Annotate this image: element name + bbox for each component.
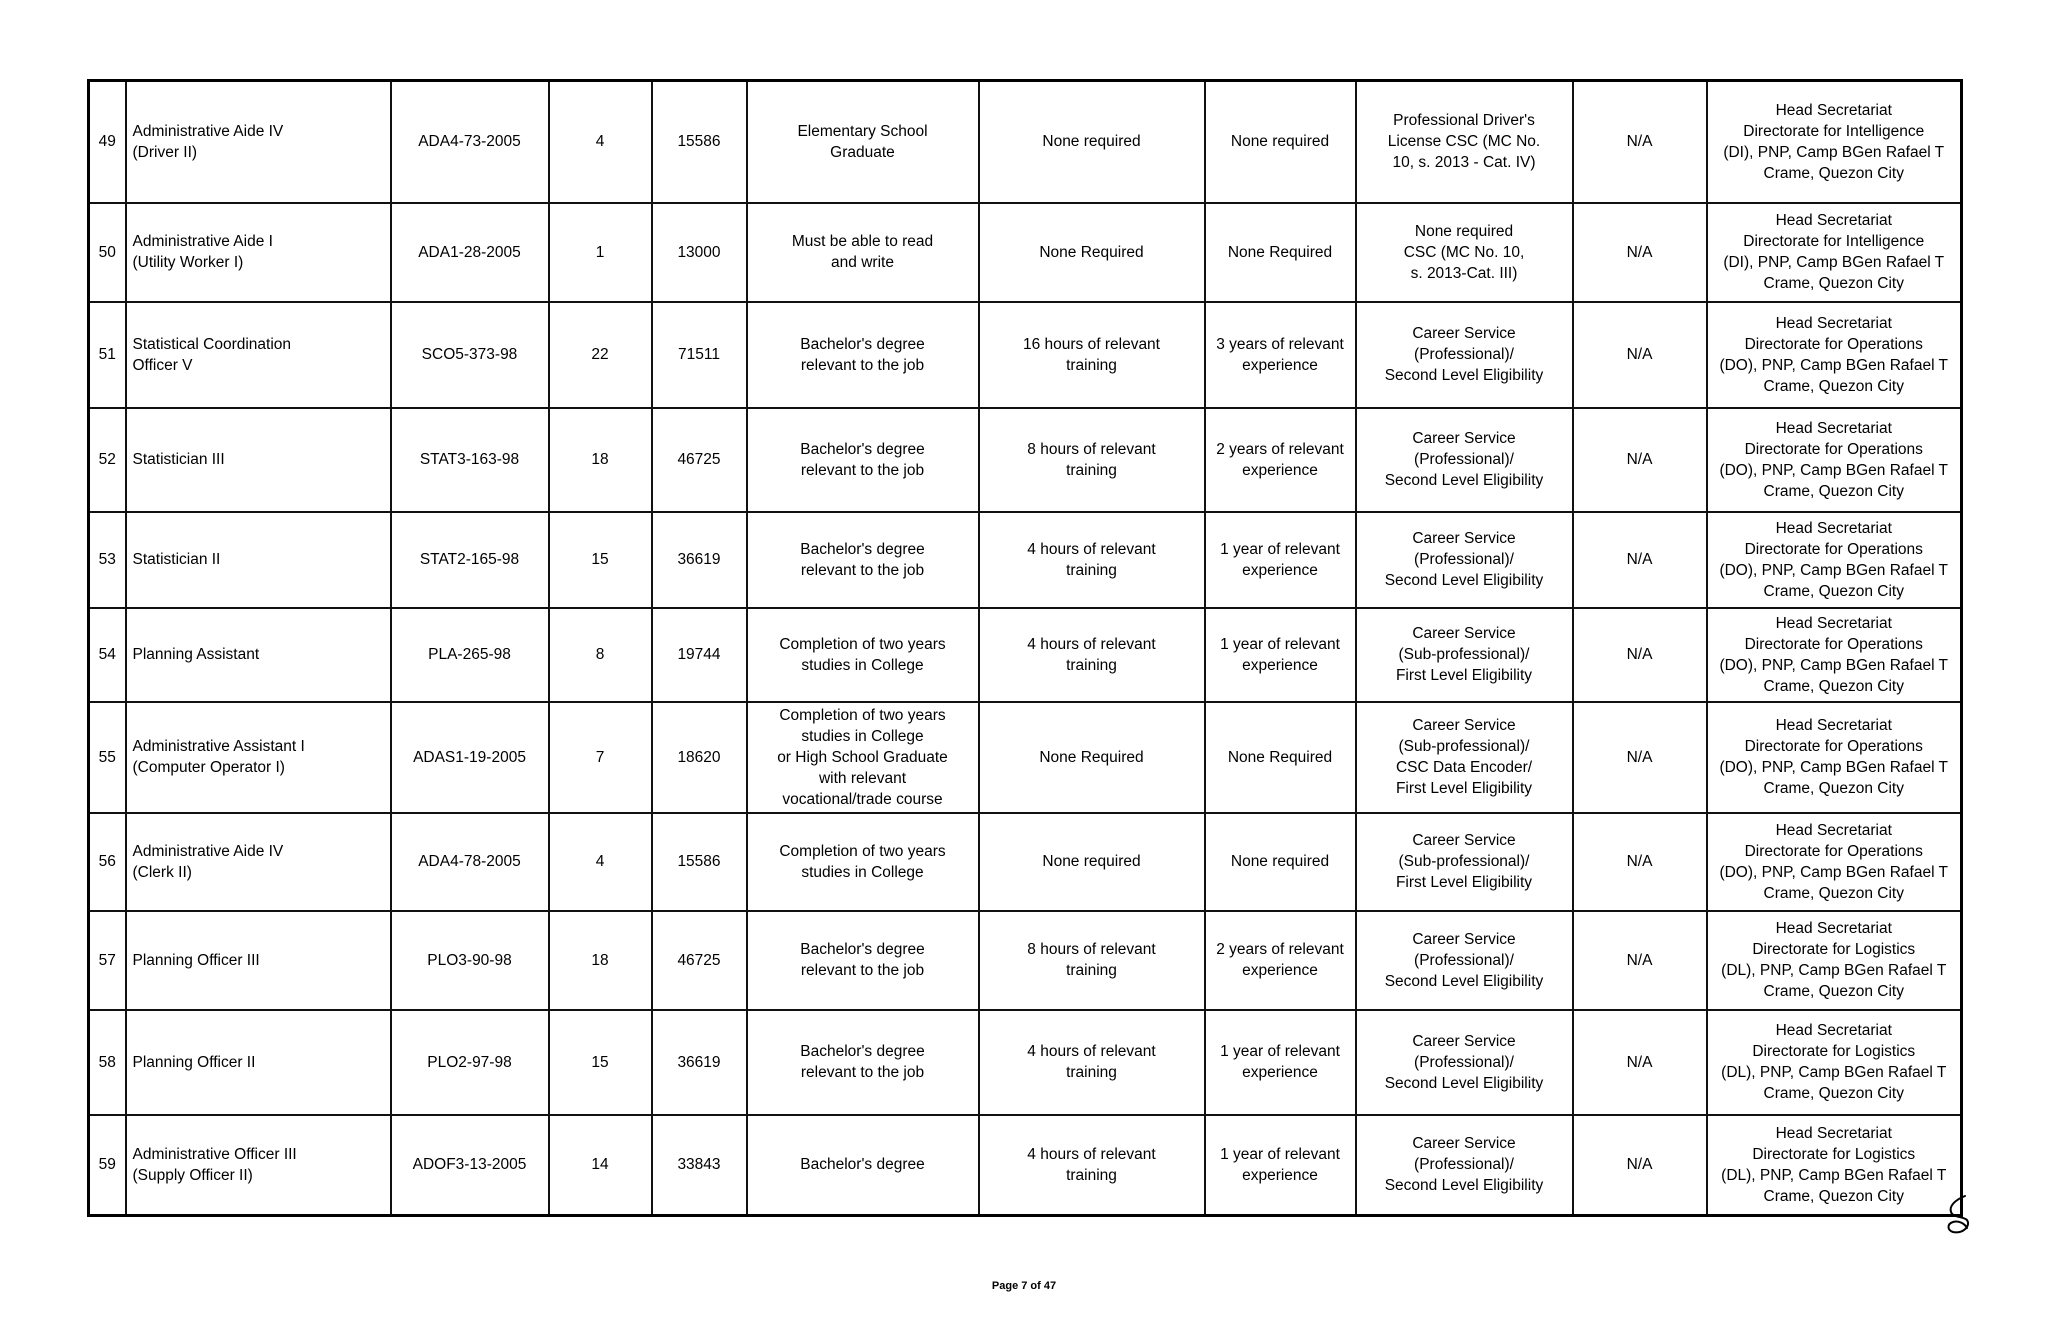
training-requirement-cell	[979, 408, 1205, 512]
competency: N/A	[1626, 346, 1653, 363]
education-requirement-cell	[747, 1115, 979, 1216]
competency: N/A	[1626, 551, 1653, 568]
item-number-cell	[391, 408, 549, 512]
row-number-cell	[89, 81, 126, 203]
competency: N/A	[1626, 951, 1653, 969]
competency-cell	[1573, 813, 1707, 911]
table-row	[89, 813, 1962, 911]
place-of-assignment-cell	[1707, 1115, 1962, 1216]
training-requirement-cell	[979, 911, 1205, 1010]
salary-grade: 22	[591, 346, 609, 363]
competency: N/A	[1626, 748, 1653, 766]
salary-grade: 1	[595, 243, 605, 261]
eligibility-requirement-cell	[1356, 608, 1573, 702]
salary-grade: 7	[595, 748, 605, 766]
eligibility-requirement-cell	[1356, 81, 1573, 203]
eligibility-requirement: Career Service (Professional)/ Second Level Eligibility	[1384, 430, 1544, 489]
row-number-cell	[89, 302, 126, 408]
salary-grade-cell	[549, 408, 652, 512]
place-of-assignment-cell	[1707, 408, 1962, 512]
place-of-assignment: Head Secretariat Directorate for Operations (DO), PNP, Camp BGen Rafael T Crame, Quezon City	[1719, 519, 1949, 600]
competency-cell	[1573, 1115, 1707, 1216]
monthly-salary: 15586	[677, 853, 721, 870]
training-requirement-cell	[979, 302, 1205, 408]
monthly-salary: 46725	[677, 451, 721, 468]
competency-cell	[1573, 1010, 1707, 1115]
monthly-salary-cell	[652, 81, 747, 203]
eligibility-requirement-cell	[1356, 702, 1573, 813]
position-title-cell	[126, 1115, 391, 1216]
experience-requirement-cell	[1205, 608, 1356, 702]
experience-requirement-cell	[1205, 1010, 1356, 1115]
education-requirement: Must be able to read and write	[791, 233, 934, 271]
row-number: 52	[98, 451, 116, 468]
row-number: 55	[98, 748, 116, 766]
salary-grade-cell	[549, 1115, 652, 1216]
education-requirement: Elementary School Graduate	[797, 122, 928, 161]
salary-grade-cell	[549, 813, 652, 911]
salary-grade-cell	[549, 911, 652, 1010]
positions-table	[87, 79, 1963, 1217]
monthly-salary-cell	[652, 608, 747, 702]
eligibility-requirement: Career Service (Professional)/ Second Level Eligibility	[1384, 1032, 1544, 1092]
salary-grade-cell	[549, 1010, 652, 1115]
place-of-assignment: Head Secretariat Directorate for Operations (DO), PNP, Camp BGen Rafael T Crame, Quezon City	[1719, 314, 1949, 395]
training-requirement: 4 hours of relevant training	[1027, 635, 1156, 674]
eligibility-requirement: Career Service (Professional)/ Second Level Eligibility	[1384, 325, 1544, 384]
page-number: Page 7 of 47	[991, 1280, 1057, 1292]
place-of-assignment-cell	[1707, 813, 1962, 911]
training-requirement-cell	[979, 702, 1205, 813]
position-title: Administrative Aide IV (Driver II)	[132, 122, 284, 161]
experience-requirement-cell	[1205, 1115, 1356, 1216]
experience-requirement: None Required	[1227, 243, 1333, 261]
eligibility-requirement: Career Service (Sub-professional)/ First Level Eligibility	[1395, 832, 1533, 891]
position-title-cell	[126, 1010, 391, 1115]
place-of-assignment: Head Secretariat Directorate for Logistics (DL), PNP, Camp BGen Rafael T Crame, Quezon City	[1721, 1124, 1947, 1205]
education-requirement: Bachelor's degree relevant to the job	[800, 335, 925, 374]
monthly-salary: 46725	[677, 951, 721, 969]
item-number-cell	[391, 911, 549, 1010]
position-title-cell	[126, 81, 391, 203]
experience-requirement: 2 years of relevant experience	[1216, 440, 1344, 479]
salary-grade-cell	[549, 203, 652, 302]
training-requirement-cell	[979, 1010, 1205, 1115]
experience-requirement: None required	[1230, 853, 1330, 870]
competency: N/A	[1626, 853, 1653, 870]
item-number: ADA4-78-2005	[418, 853, 521, 870]
monthly-salary: 18620	[677, 748, 721, 766]
education-requirement: Bachelor's degree	[800, 1156, 925, 1174]
monthly-salary-cell	[652, 203, 747, 302]
training-requirement: 4 hours of relevant training	[1027, 1145, 1156, 1184]
table-row	[89, 302, 1962, 408]
eligibility-requirement-cell	[1356, 408, 1573, 512]
position-title-cell	[126, 608, 391, 702]
competency-cell	[1573, 911, 1707, 1010]
experience-requirement-cell	[1205, 302, 1356, 408]
training-requirement: None Required	[1039, 748, 1144, 766]
eligibility-requirement-cell	[1356, 1010, 1573, 1115]
item-number: STAT3-163-98	[419, 451, 520, 468]
row-number-cell	[89, 911, 126, 1010]
eligibility-requirement: Career Service (Sub-professional)/ First Level Eligibility	[1395, 625, 1533, 684]
place-of-assignment: Head Secretariat Directorate for Logistics (DL), PNP, Camp BGen Rafael T Crame, Quezon City	[1721, 920, 1947, 1000]
position-title-cell	[126, 203, 391, 302]
item-number: STAT2-165-98	[419, 551, 520, 568]
place-of-assignment-cell	[1707, 512, 1962, 608]
experience-requirement-cell	[1205, 81, 1356, 203]
competency: N/A	[1626, 646, 1653, 663]
training-requirement: 4 hours of relevant training	[1027, 540, 1156, 579]
experience-requirement-cell	[1205, 203, 1356, 302]
education-requirement-cell	[747, 512, 979, 608]
place-of-assignment-cell	[1707, 608, 1962, 702]
eligibility-requirement: Professional Driver's License CSC (MC No. 10, s. 2013 - Cat. IV)	[1387, 112, 1541, 172]
item-number: ADOF3-13-2005	[412, 1156, 527, 1174]
row-number: 56	[98, 853, 116, 870]
item-number-cell	[391, 203, 549, 302]
training-requirement: None required	[1042, 133, 1141, 151]
competency-cell	[1573, 408, 1707, 512]
eligibility-requirement: Career Service (Professional)/ Second Level Eligibility	[1384, 930, 1544, 990]
item-number-cell	[391, 702, 549, 813]
row-number: 57	[98, 951, 116, 969]
education-requirement-cell	[747, 408, 979, 512]
education-requirement: Bachelor's degree relevant to the job	[800, 540, 925, 579]
table-row	[89, 512, 1962, 608]
monthly-salary-cell	[652, 512, 747, 608]
salary-grade: 18	[591, 951, 609, 969]
table-body	[89, 81, 1962, 1216]
item-number: ADA1-28-2005	[418, 243, 521, 261]
table-row	[89, 408, 1962, 512]
eligibility-requirement-cell	[1356, 813, 1573, 911]
position-title-cell	[126, 408, 391, 512]
row-number: 53	[98, 551, 116, 568]
training-requirement: 16 hours of relevant training	[1022, 335, 1160, 374]
position-title: Planning Assistant	[132, 646, 260, 663]
place-of-assignment: Head Secretariat Directorate for Logistics (DL), PNP, Camp BGen Rafael T Crame, Quezon City	[1721, 1022, 1947, 1102]
position-title: Administrative Aide I (Utility Worker I)	[132, 233, 273, 271]
item-number-cell	[391, 1010, 549, 1115]
education-requirement-cell	[747, 1010, 979, 1115]
experience-requirement-cell	[1205, 911, 1356, 1010]
salary-grade-cell	[549, 302, 652, 408]
education-requirement-cell	[747, 302, 979, 408]
competency-cell	[1573, 203, 1707, 302]
place-of-assignment: Head Secretariat Directorate for Operations (DO), PNP, Camp BGen Rafael T Crame, Quezon City	[1719, 821, 1949, 902]
row-number: 58	[98, 1053, 116, 1071]
item-number-cell	[391, 608, 549, 702]
position-title: Planning Officer II	[132, 1053, 256, 1071]
monthly-salary: 13000	[677, 243, 721, 261]
item-number: PLO3-90-98	[427, 951, 512, 969]
item-number: PLA-265-98	[428, 646, 511, 663]
monthly-salary: 15586	[677, 133, 721, 151]
eligibility-requirement-cell	[1356, 302, 1573, 408]
salary-grade: 15	[591, 1053, 609, 1071]
eligibility-requirement-cell	[1356, 911, 1573, 1010]
row-number-cell	[89, 1010, 126, 1115]
position-title: Statistician II	[132, 551, 221, 568]
experience-requirement: 2 years of relevant experience	[1216, 941, 1344, 979]
education-requirement: Bachelor's degree relevant to the job	[800, 440, 925, 479]
experience-requirement-cell	[1205, 702, 1356, 813]
training-requirement: None Required	[1039, 243, 1144, 261]
row-number: 59	[98, 1156, 116, 1174]
table-row	[89, 203, 1962, 302]
position-title: Administrative Officer III (Supply Officer II)	[132, 1145, 297, 1184]
eligibility-requirement-cell	[1356, 203, 1573, 302]
education-requirement: Bachelor's degree relevant to the job	[800, 941, 925, 979]
item-number-cell	[391, 1115, 549, 1216]
place-of-assignment: Head Secretariat Directorate for Operations (DO), PNP, Camp BGen Rafael T Crame, Quezon City	[1719, 419, 1949, 500]
eligibility-requirement-cell	[1356, 512, 1573, 608]
place-of-assignment-cell	[1707, 1010, 1962, 1115]
item-number-cell	[391, 813, 549, 911]
training-requirement: 4 hours of relevant training	[1027, 1043, 1156, 1081]
competency: N/A	[1626, 1053, 1653, 1071]
training-requirement: None required	[1042, 853, 1141, 870]
training-requirement-cell	[979, 81, 1205, 203]
competency-cell	[1573, 702, 1707, 813]
monthly-salary-cell	[652, 911, 747, 1010]
salary-grade: 18	[591, 451, 609, 468]
education-requirement: Completion of two years studies in College or High School Graduate with relevant vocational/trade course	[777, 706, 948, 808]
row-number: 50	[98, 243, 116, 261]
table-row	[89, 911, 1962, 1010]
salary-grade: 4	[595, 133, 605, 151]
item-number: SCO5-373-98	[421, 346, 518, 363]
competency-cell	[1573, 81, 1707, 203]
experience-requirement: None required	[1230, 133, 1330, 151]
item-number: ADA4-73-2005	[418, 133, 521, 151]
salary-grade: 4	[595, 853, 605, 870]
experience-requirement: 3 years of relevant experience	[1216, 335, 1344, 374]
experience-requirement: 1 year of relevant experience	[1220, 1043, 1340, 1081]
salary-grade: 15	[591, 551, 609, 568]
salary-grade-cell	[549, 608, 652, 702]
position-title: Statistical Coordination Officer V	[132, 335, 292, 374]
position-title-cell	[126, 813, 391, 911]
place-of-assignment: Head Secretariat Directorate for Intelligence (DI), PNP, Camp BGen Rafael T Crame, Quezon City	[1723, 101, 1945, 182]
training-requirement-cell	[979, 813, 1205, 911]
education-requirement-cell	[747, 81, 979, 203]
monthly-salary-cell	[652, 702, 747, 813]
education-requirement: Bachelor's degree relevant to the job	[800, 1043, 925, 1081]
education-requirement: Completion of two years studies in College	[779, 635, 946, 674]
experience-requirement-cell	[1205, 813, 1356, 911]
table-row	[89, 608, 1962, 702]
place-of-assignment-cell	[1707, 81, 1962, 203]
monthly-salary: 36619	[677, 551, 721, 568]
experience-requirement: 1 year of relevant experience	[1220, 540, 1340, 579]
experience-requirement: 1 year of relevant experience	[1220, 1145, 1340, 1184]
competency: N/A	[1626, 1156, 1653, 1174]
monthly-salary: 19744	[677, 646, 721, 663]
education-requirement-cell	[747, 203, 979, 302]
competency-cell	[1573, 302, 1707, 408]
place-of-assignment: Head Secretariat Directorate for Operations (DO), PNP, Camp BGen Rafael T Crame, Quezon City	[1719, 717, 1949, 797]
monthly-salary-cell	[652, 1115, 747, 1216]
education-requirement-cell	[747, 911, 979, 1010]
experience-requirement: None Required	[1227, 748, 1333, 766]
monthly-salary-cell	[652, 302, 747, 408]
table-row	[89, 1010, 1962, 1115]
table-row	[89, 1115, 1962, 1216]
row-number-cell	[89, 608, 126, 702]
competency-cell	[1573, 608, 1707, 702]
eligibility-requirement: Career Service (Professional)/ Second Level Eligibility	[1384, 1135, 1544, 1195]
competency: N/A	[1626, 451, 1653, 468]
position-title: Administrative Assistant I (Computer Operator I)	[132, 738, 305, 776]
salary-grade: 14	[591, 1156, 609, 1174]
experience-requirement-cell	[1205, 512, 1356, 608]
place-of-assignment: Head Secretariat Directorate for Operations (DO), PNP, Camp BGen Rafael T Crame, Quezon City	[1719, 614, 1949, 695]
place-of-assignment-cell	[1707, 203, 1962, 302]
experience-requirement-cell	[1205, 408, 1356, 512]
education-requirement: Completion of two years studies in College	[779, 842, 946, 881]
eligibility-requirement: Career Service (Professional)/ Second Level Eligibility	[1384, 530, 1544, 589]
row-number: 54	[98, 646, 116, 663]
row-number-cell	[89, 813, 126, 911]
row-number-cell	[89, 408, 126, 512]
training-requirement-cell	[979, 608, 1205, 702]
item-number: PLO2-97-98	[427, 1053, 512, 1071]
position-title-cell	[126, 911, 391, 1010]
training-requirement-cell	[979, 512, 1205, 608]
position-title-cell	[126, 302, 391, 408]
monthly-salary: 71511	[678, 346, 720, 363]
education-requirement-cell	[747, 702, 979, 813]
monthly-salary-cell	[652, 813, 747, 911]
training-requirement: 8 hours of relevant training	[1027, 941, 1156, 979]
table-row	[89, 81, 1962, 203]
monthly-salary-cell	[652, 408, 747, 512]
row-number-cell	[89, 203, 126, 302]
salary-grade: 8	[595, 646, 605, 663]
education-requirement-cell	[747, 813, 979, 911]
competency: N/A	[1626, 133, 1653, 151]
salary-grade-cell	[549, 512, 652, 608]
handwritten-initial-mark	[1937, 1190, 1977, 1238]
row-number-cell	[89, 702, 126, 813]
place-of-assignment-cell	[1707, 702, 1962, 813]
training-requirement: 8 hours of relevant training	[1027, 440, 1156, 479]
eligibility-requirement: None required CSC (MC No. 10, s. 2013-Cat. III)	[1403, 222, 1525, 282]
salary-grade-cell	[549, 702, 652, 813]
monthly-salary: 33843	[677, 1156, 721, 1174]
position-title-cell	[126, 702, 391, 813]
salary-grade-cell	[549, 81, 652, 203]
position-title: Planning Officer III	[132, 951, 260, 969]
monthly-salary: 36619	[677, 1053, 721, 1071]
eligibility-requirement-cell	[1356, 1115, 1573, 1216]
competency: N/A	[1626, 243, 1653, 261]
eligibility-requirement: Career Service (Sub-professional)/ CSC Data Encoder/ First Level Eligibility	[1395, 717, 1533, 797]
place-of-assignment-cell	[1707, 302, 1962, 408]
item-number-cell	[391, 302, 549, 408]
competency-cell	[1573, 512, 1707, 608]
training-requirement-cell	[979, 203, 1205, 302]
row-number-cell	[89, 1115, 126, 1216]
place-of-assignment-cell	[1707, 911, 1962, 1010]
item-number-cell	[391, 512, 549, 608]
item-number: ADAS1-19-2005	[413, 748, 526, 766]
item-number-cell	[391, 81, 549, 203]
row-number: 51	[98, 346, 116, 363]
table-row	[89, 702, 1962, 813]
experience-requirement: 1 year of relevant experience	[1220, 635, 1340, 674]
education-requirement-cell	[747, 608, 979, 702]
row-number: 49	[98, 133, 116, 151]
position-title: Statistician III	[132, 451, 225, 468]
position-title-cell	[126, 512, 391, 608]
monthly-salary-cell	[652, 1010, 747, 1115]
row-number-cell	[89, 512, 126, 608]
training-requirement-cell	[979, 1115, 1205, 1216]
place-of-assignment: Head Secretariat Directorate for Intelligence (DI), PNP, Camp BGen Rafael T Crame, Quezon City	[1723, 212, 1945, 292]
position-title: Administrative Aide IV (Clerk II)	[132, 842, 284, 881]
